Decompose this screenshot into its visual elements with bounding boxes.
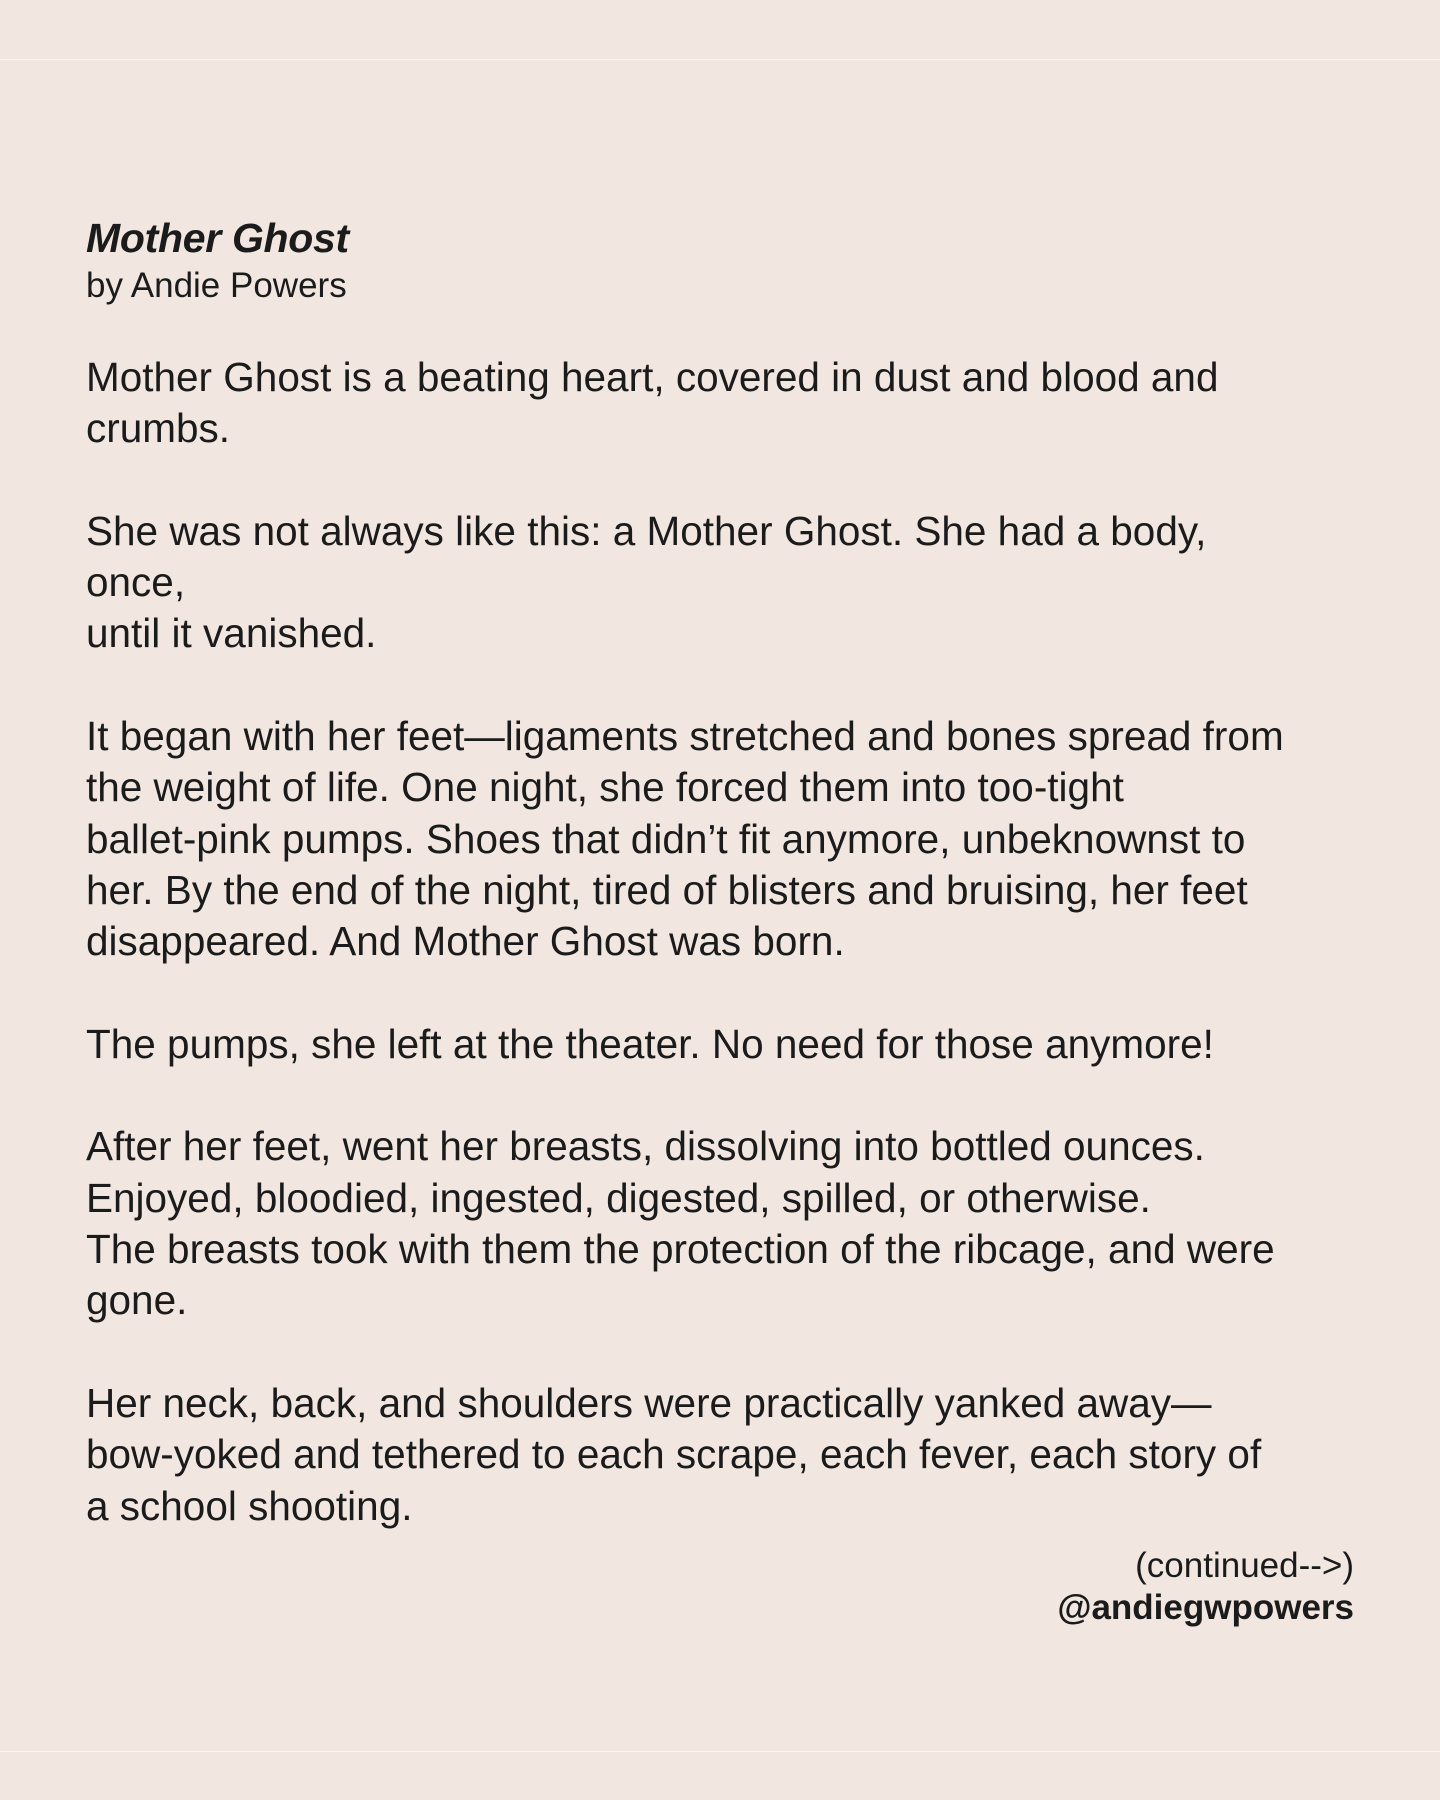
poem-line: ballet-pink pumps. Shoes that didn’t fit anymore, unbeknownst to: [86, 815, 1246, 862]
poem-line: The pumps, she left at the theater. No need for those anymore!: [86, 1020, 1214, 1067]
poem-line: once,: [86, 559, 186, 606]
poem-line: It began with her feet—ligaments stretched and bones spread from: [86, 713, 1284, 760]
poem-line: Enjoyed, bloodied, ingested, digested, spilled, or otherwise.: [86, 1174, 1151, 1221]
poem-line: a school shooting.: [86, 1482, 413, 1529]
poem-line: gone.: [86, 1277, 188, 1324]
stanza-6: [86, 1378, 1366, 1532]
poem-line: The breasts took with them the protection of the ribcage, and were: [86, 1226, 1275, 1273]
stanza-1: [86, 352, 1366, 455]
poem-line: She was not always like this: a Mother Ghost. She had a body,: [86, 507, 1207, 554]
stanza-4: [86, 1019, 1366, 1070]
poem-line: her. By the end of the night, tired of blisters and bruising, her feet: [86, 866, 1248, 913]
top-divider: [0, 59, 1440, 60]
poem-line: bow-yoked and tethered to each scrape, each fever, each story of: [86, 1431, 1262, 1478]
poem-line: After her feet, went her breasts, dissolving into bottled ounces.: [86, 1123, 1205, 1170]
stanza-2: [86, 506, 1366, 660]
poem-line: until it vanished.: [86, 610, 377, 657]
continued-note: (continued-->): [1135, 1546, 1354, 1585]
author-handle: @andiegwpowers: [1057, 1588, 1354, 1627]
poem-line: Mother Ghost is a beating heart, covered in dust and blood and: [86, 354, 1219, 400]
poem-title: Mother Ghost: [86, 215, 349, 261]
bottom-divider: [0, 1751, 1440, 1752]
stanza-5: [86, 1121, 1366, 1326]
poem-byline: by Andie Powers: [86, 266, 347, 305]
poem-line: crumbs.: [86, 405, 231, 452]
page-footer: [1057, 1545, 1354, 1629]
stanza-3: [86, 711, 1366, 967]
poem-line: Her neck, back, and shoulders were practically yanked away—: [86, 1379, 1212, 1426]
poem-line: the weight of life. One night, she forced them into too-tight: [86, 764, 1124, 811]
poem-line: disappeared. And Mother Ghost was born.: [86, 918, 845, 965]
poem-page: [86, 212, 1366, 1532]
